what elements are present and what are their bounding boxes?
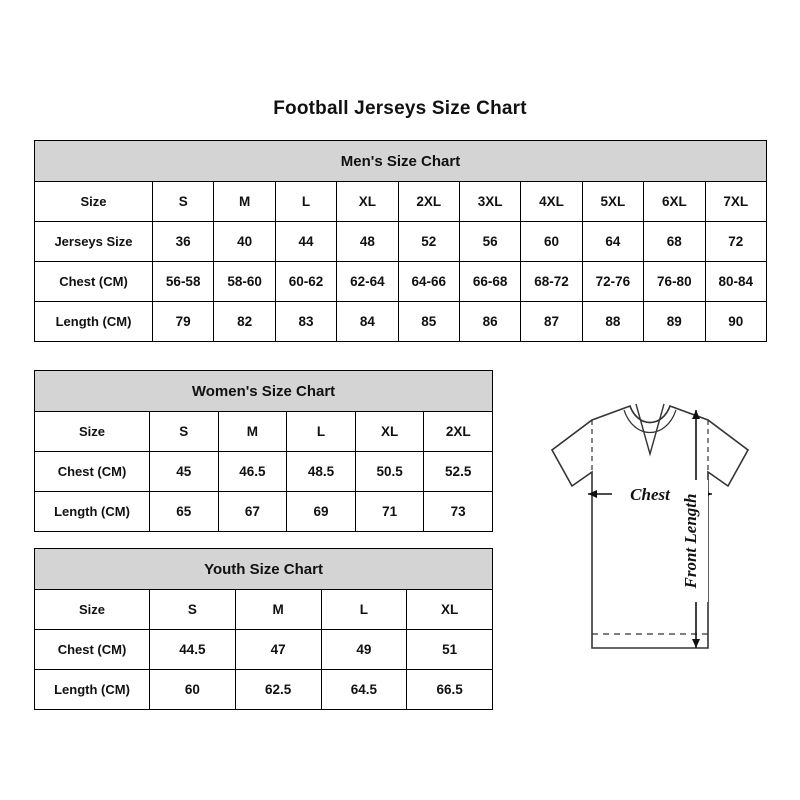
cell: S	[153, 182, 214, 222]
table-row	[35, 302, 767, 342]
cell: 83	[275, 302, 336, 342]
cell: 48.5	[287, 452, 356, 492]
row-label: Chest (CM)	[35, 262, 153, 302]
cell: 46.5	[218, 452, 287, 492]
row-label: Size	[35, 182, 153, 222]
cell: 52.5	[424, 452, 493, 492]
table-row	[35, 492, 493, 532]
cell: 48	[337, 222, 398, 262]
cell: 67	[218, 492, 287, 532]
mens-size-chart-table	[34, 140, 767, 342]
cell: 51	[407, 630, 493, 670]
cell: 56	[459, 222, 520, 262]
cell: S	[150, 412, 219, 452]
row-label: Chest (CM)	[35, 630, 150, 670]
jersey-measurement-diagram	[500, 398, 780, 698]
cell: XL	[337, 182, 398, 222]
cell: 72	[705, 222, 767, 262]
cell: 87	[521, 302, 582, 342]
cell: L	[321, 590, 407, 630]
cell: 49	[321, 630, 407, 670]
cell: 50.5	[355, 452, 424, 492]
youth-size-chart-table	[34, 548, 493, 710]
cell: M	[214, 182, 275, 222]
cell: 76-80	[644, 262, 705, 302]
table-caption-row	[35, 549, 493, 590]
table-caption-row	[35, 141, 767, 182]
cell: 58-60	[214, 262, 275, 302]
cell: 82	[214, 302, 275, 342]
cell: XL	[355, 412, 424, 452]
cell: 66.5	[407, 670, 493, 710]
row-label: Length (CM)	[35, 302, 153, 342]
cell: 40	[214, 222, 275, 262]
cell: 2XL	[398, 182, 459, 222]
mens-table-caption: Men's Size Chart	[35, 141, 767, 182]
cell: 65	[150, 492, 219, 532]
cell: 60	[150, 670, 236, 710]
womens-table-caption: Women's Size Chart	[35, 371, 493, 412]
row-label: Length (CM)	[35, 492, 150, 532]
row-label: Size	[35, 412, 150, 452]
cell: 64-66	[398, 262, 459, 302]
cell: 60	[521, 222, 582, 262]
cell: M	[235, 590, 321, 630]
cell: L	[287, 412, 356, 452]
cell: 62-64	[337, 262, 398, 302]
table-row	[35, 262, 767, 302]
cell: 73	[424, 492, 493, 532]
cell: 84	[337, 302, 398, 342]
jersey-diagram-svg	[500, 398, 780, 698]
cell: 60-62	[275, 262, 336, 302]
cell: 56-58	[153, 262, 214, 302]
row-label: Chest (CM)	[35, 452, 150, 492]
row-label: Jerseys Size	[35, 222, 153, 262]
cell: 69	[287, 492, 356, 532]
front-length-label: Front Length	[681, 493, 700, 589]
womens-size-chart-table	[34, 370, 493, 532]
row-label: Size	[35, 590, 150, 630]
cell: 68	[644, 222, 705, 262]
table-row	[35, 182, 767, 222]
cell: 3XL	[459, 182, 520, 222]
table-row	[35, 590, 493, 630]
cell: 45	[150, 452, 219, 492]
table-row	[35, 452, 493, 492]
cell: 64	[582, 222, 643, 262]
cell: 88	[582, 302, 643, 342]
cell: 4XL	[521, 182, 582, 222]
table-row	[35, 222, 767, 262]
cell: 44.5	[150, 630, 236, 670]
cell: 47	[235, 630, 321, 670]
cell: 44	[275, 222, 336, 262]
cell: 71	[355, 492, 424, 532]
cell: 2XL	[424, 412, 493, 452]
cell: 6XL	[644, 182, 705, 222]
cell: M	[218, 412, 287, 452]
shirt-outline	[552, 406, 748, 648]
youth-table-caption: Youth Size Chart	[35, 549, 493, 590]
cell: 90	[705, 302, 767, 342]
cell: 79	[153, 302, 214, 342]
table-caption-row	[35, 371, 493, 412]
cell: 52	[398, 222, 459, 262]
cell: 86	[459, 302, 520, 342]
chest-label: Chest	[630, 485, 670, 504]
cell: 64.5	[321, 670, 407, 710]
cell: 62.5	[235, 670, 321, 710]
table-row	[35, 412, 493, 452]
cell: 72-76	[582, 262, 643, 302]
cell: 7XL	[705, 182, 767, 222]
cell: 68-72	[521, 262, 582, 302]
cell: 5XL	[582, 182, 643, 222]
cell: 85	[398, 302, 459, 342]
cell: 80-84	[705, 262, 767, 302]
cell: S	[150, 590, 236, 630]
cell: L	[275, 182, 336, 222]
cell: 66-68	[459, 262, 520, 302]
table-row	[35, 630, 493, 670]
cell: 89	[644, 302, 705, 342]
table-row	[35, 670, 493, 710]
page-title: Football Jerseys Size Chart	[273, 98, 527, 119]
cell: XL	[407, 590, 493, 630]
row-label: Length (CM)	[35, 670, 150, 710]
cell: 36	[153, 222, 214, 262]
